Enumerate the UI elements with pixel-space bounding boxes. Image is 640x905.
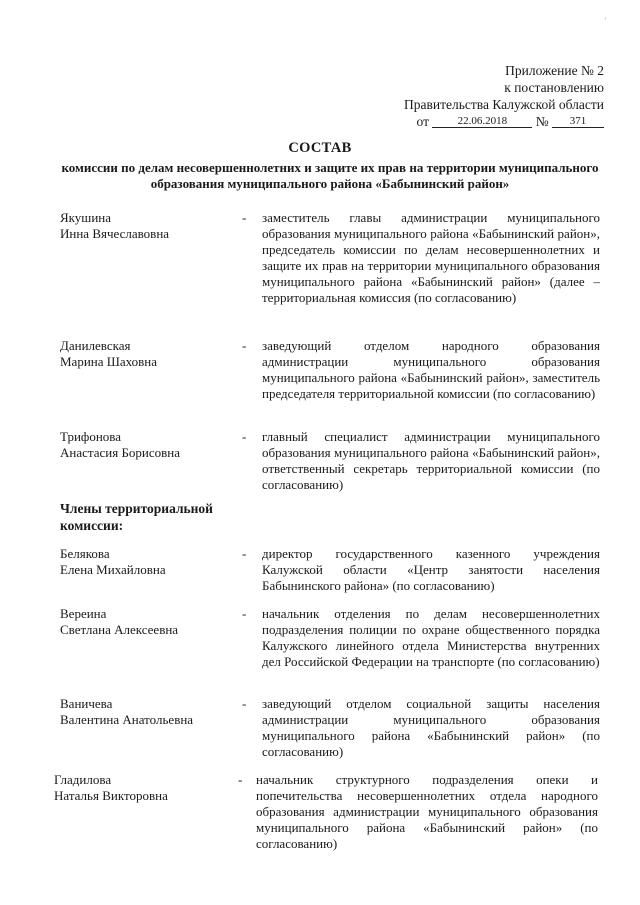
appendix-header [404, 62, 604, 130]
person-given-names: Инна Вячеславовна [60, 226, 170, 241]
appendix-number: Приложение № 2 [505, 63, 604, 78]
person-given-names: Наталья Викторовна [54, 788, 168, 803]
members-heading [60, 500, 213, 534]
separator-dash: - [242, 210, 247, 225]
resolution-date: 22.06.2018 [432, 115, 532, 128]
separator-dash: - [242, 429, 247, 444]
person-role: главный специалист администрации муниципального образования муниципального района «Бабынинский район», ответственный секретарь территориальной комиссии (по согласованию) [262, 429, 600, 492]
person-role: начальник структурного подразделения опеки и попечительства несовершеннолетних отдела народного образования администрации муниципального образования муниципального района «Бабынинский район» (по согласованию) [256, 772, 598, 851]
person-surname: Ваничева [60, 696, 113, 711]
separator-dash: - [242, 338, 247, 353]
document-subtitle: комиссии по делам несовершеннолетних и защите их прав на территории муниципального образования муниципального района «Бабынинский район» [61, 160, 599, 191]
separator-dash: - [242, 606, 247, 621]
separator-dash: - [238, 772, 243, 787]
separator-dash: - [242, 546, 247, 561]
document-title: СОСТАВ [288, 140, 352, 156]
person-surname: Якушина [60, 210, 111, 225]
person-surname: Гладилова [54, 772, 112, 787]
person-given-names: Светлана Алексеевна [60, 622, 179, 637]
person-name [60, 696, 230, 728]
person-name [60, 606, 230, 638]
person-given-names: Анастасия Борисовна [60, 445, 181, 460]
separator-dash: - [242, 696, 247, 711]
person-name [60, 338, 230, 370]
person-role: заместитель главы администрации муниципального образования муниципального района «Бабынинский район», председатель комиссии по делам несовершеннолетних и защите их прав на территории муниципального образования муниципального района «Бабынинский район» (далее – территориальная комиссия (по согласованию) [262, 210, 600, 305]
person-given-names: Марина Шаховна [60, 354, 158, 369]
person-name [60, 210, 230, 242]
appendix-resolution: к постановлению [504, 80, 604, 95]
appendix-government: Правительства Калужской области [403, 97, 604, 112]
appendix-date-line [404, 113, 604, 130]
person-surname: Белякова [60, 546, 110, 561]
resolution-number: 371 [552, 115, 604, 128]
members-heading-line: Члены территориальной [60, 501, 213, 516]
person-role: заведующий отделом социальной защиты населения администрации муниципального образования муниципального района «Бабынинский район» (по согласованию) [262, 696, 600, 759]
person-surname: Данилевская [60, 338, 131, 353]
person-surname: Трифонова [60, 429, 122, 444]
person-name [54, 772, 224, 804]
number-label: № [535, 114, 549, 129]
corner-mark: ' [604, 16, 606, 26]
from-label: от [416, 114, 429, 129]
person-surname: Вереина [60, 606, 107, 621]
person-name [60, 429, 230, 461]
person-given-names: Елена Михайловна [60, 562, 166, 577]
person-role: заведующий отделом народного образования администрации муниципального образования муниципального района «Бабынинский район», заместитель председателя территориальной комиссии (по согласованию) [262, 338, 600, 401]
members-heading-line: комиссии: [60, 518, 124, 533]
person-role: директор государственного казенного учреждения Калужской области «Центр занятости населения Бабынинского района» (по согласованию) [262, 546, 600, 593]
person-given-names: Валентина Анатольевна [60, 712, 194, 727]
person-role: начальник отделения по делам несовершеннолетних подразделения полиции по охране общественного порядка Калужского линейного отдела Министерства внутренних дел Российской Федерации на транспорте (по согласованию) [262, 606, 600, 669]
person-name [60, 546, 230, 578]
